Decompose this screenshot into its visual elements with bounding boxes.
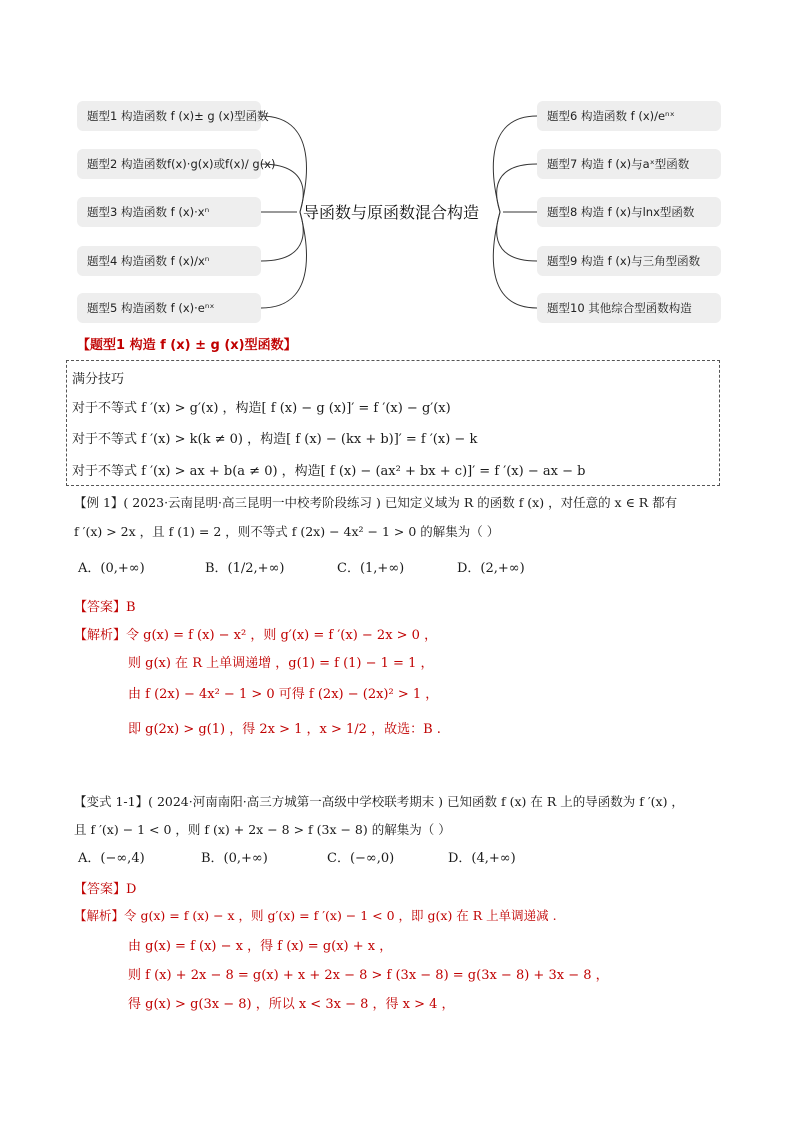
analysis-label: 【解析】 <box>74 628 127 643</box>
tip-line: 对于不等式 f ′(x) > ax + b(a ≠ 0) ，构造[ f (x) − (ax² + bx + c)]′ = f ′(x) − ax − b <box>72 464 586 479</box>
option-a: A．(−∞,4) <box>78 851 145 866</box>
mindmap-item-type10: 题型10 其他综合型函数构造 <box>537 293 721 323</box>
answer-line <box>74 878 136 897</box>
option-d: D．(4,+∞) <box>448 851 516 866</box>
option-a: A．(0,+∞) <box>78 561 145 576</box>
analysis-text: 令 g(x) = f (x) − x² ，则 g′(x) = f ′(x) − 2x > 0 ， <box>126 628 438 643</box>
mindmap-item-type4: 题型4 构造函数 f (x)/xⁿ <box>77 246 261 276</box>
analysis-line: 则 g(x) 在 R 上单调递增 ，g(1) = f (1) − 1 = 1 ， <box>128 656 434 671</box>
analysis-text: 令 g(x) = f (x) − x ，则 g′(x) = f ′(x) − 1 < 0 ，即 g(x) 在 R 上单调递减 . <box>124 908 557 923</box>
mindmap-item-type8: 题型8 构造 f (x)与lnx型函数 <box>537 197 721 227</box>
mindmap-item-type7: 题型7 构造 f (x)与aˣ型函数 <box>537 149 721 179</box>
example-question-line: 【例 1】( 2023·云南昆明·高三昆明一中校考阶段练习 ) 已知定义域为 R 的函数 f (x) ，对任意的 x ∈ R 都有 <box>74 495 678 510</box>
answer-value: D <box>126 882 137 897</box>
option-b: B．(0,+∞) <box>201 851 268 866</box>
option-d: D．(2,+∞) <box>457 561 525 576</box>
mindmap-item-type9: 题型9 构造 f (x)与三角型函数 <box>537 246 721 276</box>
section-heading: 【题型1 构造 f (x) ± g (x)型函数】 <box>77 338 297 353</box>
analysis-line: 得 g(x) > g(3x − 8) ，所以 x < 3x − 8 ，得 x > 4 ， <box>128 997 455 1012</box>
analysis-line: 则 f (x) + 2x − 8 = g(x) + x + 2x − 8 > f (3x − 8) = g(3x − 8) + 3x − 8 ， <box>128 968 609 983</box>
answer-line <box>74 596 136 615</box>
mindmap-item-type3: 题型3 构造函数 f (x)·xⁿ <box>77 197 261 227</box>
analysis-line: 由 g(x) = f (x) − x ，得 f (x) = g(x) + x ， <box>128 939 393 954</box>
mindmap-item-type5: 题型5 构造函数 f (x)·eⁿˣ <box>77 293 261 323</box>
analysis-line <box>74 906 557 924</box>
variant-question-line: 【变式 1-1】( 2024·河南南阳·高三方城第一高级中学校联考期末 ) 已知函数 f (x) 在 R 上的导函数为 f ′(x) ， <box>74 794 684 809</box>
mindmap-item-type1: 题型1 构造函数 f (x)± g (x)型函数 <box>77 101 261 131</box>
analysis-line <box>74 624 437 643</box>
mindmap-item-type2: 题型2 构造函数f(x)·g(x)或f(x)/ g(x) <box>77 149 261 179</box>
option-c: C．(1,+∞) <box>337 561 405 576</box>
analysis-line: 由 f (2x) − 4x² − 1 > 0 可得 f (2x) − (2x)² > 1 ， <box>128 687 439 702</box>
answer-value: B <box>126 600 136 615</box>
answer-label: 【答案】 <box>74 882 127 897</box>
mindmap-center-title: 导函数与原函数混合构造 <box>303 203 480 222</box>
analysis-line: 即 g(2x) > g(1) ，得 2x > 1 ，x > 1/2 ，故选：B . <box>128 722 441 737</box>
tip-line: 对于不等式 f ′(x) > k(k ≠ 0) ，构造[ f (x) − (kx + b)]′ = f ′(x) − k <box>72 432 478 447</box>
analysis-label: 【解析】 <box>74 908 125 923</box>
option-c: C．(−∞,0) <box>327 851 395 866</box>
mindmap-item-type6: 题型6 构造函数 f (x)/eⁿˣ <box>537 101 721 131</box>
example-question-line: f ′(x) > 2x ，且 f (1) = 2 ，则不等式 f (2x) − 4x² − 1 > 0 的解集为（ ） <box>74 524 500 539</box>
answer-label: 【答案】 <box>74 600 127 615</box>
option-b: B．(1/2,+∞) <box>205 561 285 576</box>
variant-question-line: 且 f ′(x) − 1 < 0 ，则 f (x) + 2x − 8 > f (3x − 8) 的解集为（ ） <box>74 822 451 837</box>
tip-line: 对于不等式 f ′(x) > g′(x) ，构造[ f (x) − g (x)]′ = f ′(x) − g′(x) <box>72 401 451 416</box>
tips-title: 满分技巧 <box>72 372 125 387</box>
